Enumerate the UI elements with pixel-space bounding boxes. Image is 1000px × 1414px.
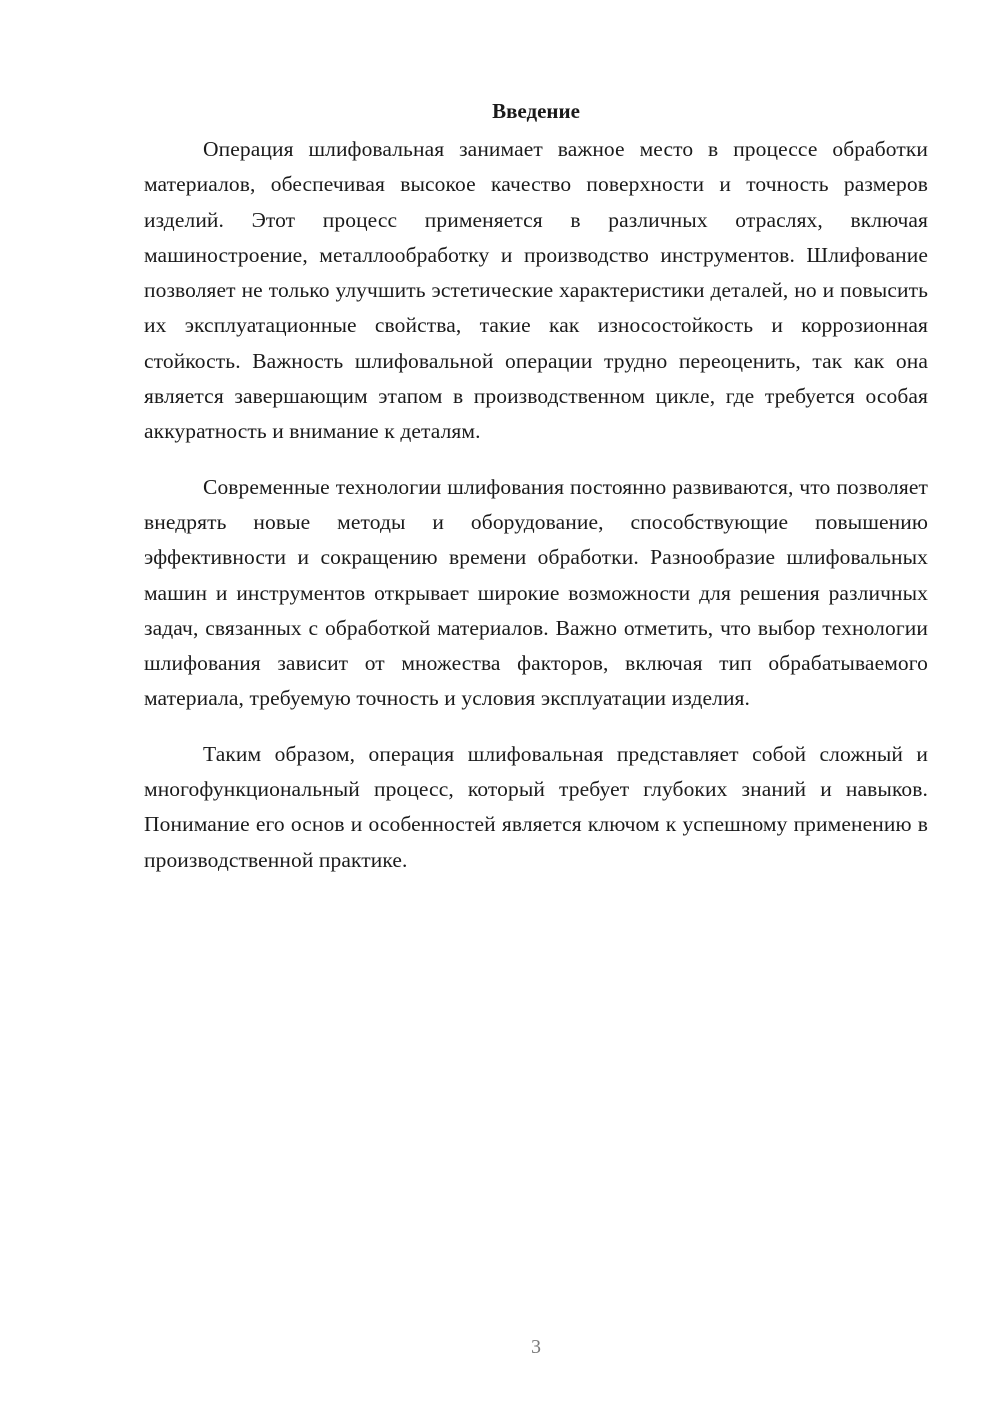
page-number: 3 — [531, 1336, 541, 1358]
paragraph-1: Операция шлифовальная занимает важное место в процессе обработки материалов, обеспечивая высокое качество поверхности и точность размеров изделий. Этот процесс применяется в различных отраслях, включая машиностроение, металлообработку и производство инструментов. Шлифование позволяет не только улучшить эстетические характеристики деталей, но и повысить их эксплуатационные свойства, такие как износостойкость и коррозионная стойкость. Важность шлифовальной операции трудно переоценить, так как она является завершающим этапом в производственном цикле, где требуется особая аккуратность и внимание к деталям. — [144, 137, 928, 444]
paragraph-3: Таким образом, операция шлифовальная представляет собой сложный и многофункциональный процесс, который требует глубоких знаний и навыков. Понимание его основ и особенностей является ключом к успешному применению в производственной практике. — [144, 741, 928, 872]
paragraph-2: Современные технологии шлифования постоянно развиваются, что позволяет внедрять новые методы и оборудование, способствующие повышению эффективности и сокращению времени обработки. Разнообразие шлифовальных машин и инструментов открывает широкие возможности для решения различных задач, связанных с обработкой материалов. Важно отметить, что выбор технологии шлифования зависит от множества факторов, включая тип обрабатываемого материала, требуемую точность и условия эксплуатации изделия. — [144, 474, 928, 711]
page-content — [144, 96, 928, 898]
section-title: Введение — [492, 99, 580, 123]
